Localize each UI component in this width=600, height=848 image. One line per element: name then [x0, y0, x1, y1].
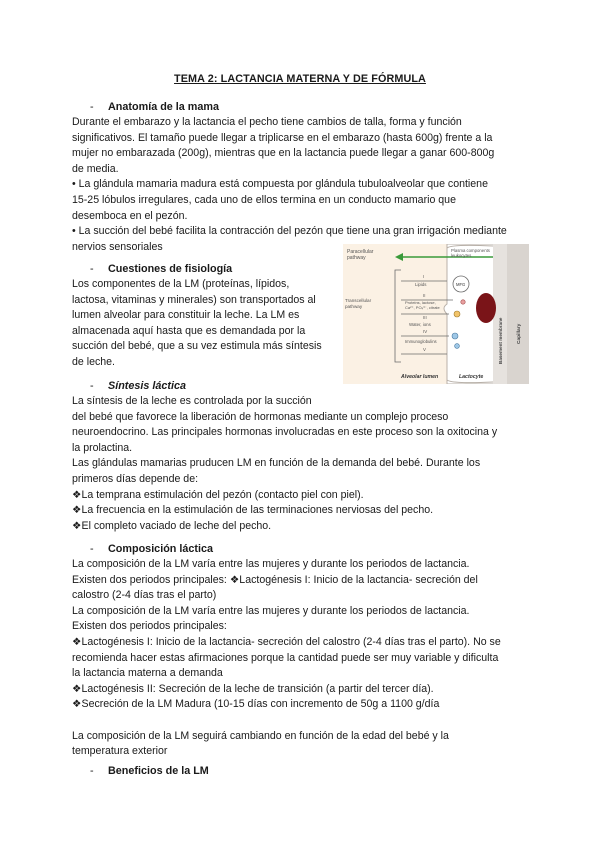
- label-roman-3: III: [423, 315, 427, 320]
- lactocyte-pathways-figure: [343, 244, 529, 384]
- label-roman-1: I: [423, 274, 425, 279]
- paragraph-line: 15-25 lóbulos irregulares, cada uno de ellos termina en un conducto mamario que: [72, 193, 456, 206]
- nucleus-shape: [476, 293, 496, 323]
- bullet-dash: -: [90, 263, 94, 275]
- label-transcellular: Transcellular pathway: [345, 298, 372, 309]
- label-roman-4: IV: [423, 329, 428, 334]
- bullet-dash: -: [90, 765, 94, 777]
- label-alveolar-lumen: Alveolar lumen: [401, 374, 439, 380]
- vesicle: [455, 344, 460, 349]
- paragraph-line: Las glándulas mamarias pruducen LM en función de la demanda del bebé. Durante los: [72, 457, 481, 470]
- label-water: Water, ions: [409, 322, 431, 327]
- blank-line: [72, 713, 530, 729]
- heading-text: Cuestiones de fisiología: [108, 263, 233, 275]
- paragraph-line: la lactancia materna a demanda: [72, 667, 223, 680]
- label-immunoglobulins: Immunoglobulins: [405, 339, 437, 344]
- document-title: TEMA 2: LACTANCIA MATERNA Y DE FÓRMULA: [174, 73, 426, 85]
- transcellular-bracket: [395, 270, 401, 362]
- paragraph-line: del bebé que favorece la liberación de hormonas mediante un complejo proceso: [72, 410, 449, 423]
- paragraph-line: temperatura exterior: [72, 745, 168, 758]
- vesicle: [461, 300, 465, 304]
- lactocyte-diagram: [343, 244, 529, 384]
- list-item: ❖Lactogénesis I: Inicio de la lactancia- secreción del calostro (2-4 días tras el parto). No se: [72, 635, 501, 648]
- paragraph-line: • La glándula mamaria madura está compuesta por glándula tubuloalveolar que contiene: [72, 178, 488, 191]
- heading-text: Composición láctica: [108, 543, 213, 555]
- label-proteins: Proteins, lactose, Ca²⁺, PO₄³⁻, citrate: [405, 300, 440, 310]
- label-paracellular: Paracellular pathway: [347, 249, 374, 261]
- list-item: ❖El completo vaciado de leche del pecho.: [72, 519, 272, 532]
- paragraph-line: primeros días depende de:: [72, 472, 199, 485]
- label-plasma: Plasma components leukocytes: [451, 248, 490, 258]
- section-heading-fisiologia: [90, 262, 232, 278]
- paragraph-line: La composición de la LM varía entre las mujeres y durante los periodos de lactancia.: [72, 604, 470, 617]
- list-item: ❖La frecuencia en la estimulación de las terminaciones nerviosas del pecho.: [72, 504, 434, 517]
- paragraph-line: de media.: [72, 162, 119, 175]
- paragraph-line: neuroendocrino. Las principales hormonas involucradas en este proceso son la oxitocina y: [72, 426, 498, 439]
- paragraph-line: La composición de la LM seguirá cambiando en función de la edad del bebé y la: [72, 729, 449, 742]
- list-item: ❖La temprana estimulación del pezón (contacto piel con piel).: [72, 488, 364, 501]
- list-item: ❖Lactogénesis II: Secreción de la leche de transición (a partir del tercer día).: [72, 682, 434, 695]
- heading-text: Anatomía de la mama: [108, 101, 220, 113]
- paragraph-line: Los componentes de la LM (proteínas, lípidos,: [72, 278, 290, 290]
- section-heading-sintesis: [90, 379, 186, 395]
- paragraph-line: la prolactina.: [72, 441, 133, 454]
- section-heading-beneficios: [90, 764, 209, 780]
- label-lipids: Lipids: [415, 282, 427, 287]
- section-heading-anatomia: [90, 100, 219, 116]
- paragraph-line: lactosa, vitaminas y minerales) son transportados al: [72, 293, 316, 306]
- paragraph-line: de leche.: [72, 355, 115, 368]
- heading-text: Beneficios de la LM: [108, 765, 209, 777]
- paragraph-line: La síntesis de la leche es controlada por la succión: [72, 395, 312, 407]
- label-roman-5: V: [423, 347, 426, 352]
- bullet-dash: -: [90, 380, 94, 392]
- label-basement-membrane: Basement membrane: [498, 317, 503, 364]
- paragraph-line: Durante el embarazo y la lactancia el pecho tiene cambios de talla, forma y función: [72, 116, 462, 128]
- label-lactocyte: Lactocyte: [459, 374, 484, 380]
- arrow-head: [395, 253, 403, 261]
- paragraph-line: La composición de la LM varía entre las mujeres y durante los periodos de lactancia.: [72, 558, 470, 570]
- paragraph-line: Existen dos periodos principales:: [72, 620, 227, 633]
- paragraph-line: • La succión del bebé facilita la contracción del pezón que tiene una gran irrigación mediante: [72, 225, 507, 238]
- section-body-sintesis: [72, 394, 530, 534]
- paragraph-line: recomienda hacer estas afirmaciones porque la cantidad puede ser muy variable y dificulta: [72, 651, 499, 664]
- section-body-anatomia: [72, 115, 530, 255]
- section-body-composicion: [72, 557, 530, 760]
- paragraph-line: almacenada aquí hasta que es demandada por la: [72, 324, 306, 337]
- paragraph-line: lumen alveolar para constituir la leche. La LM es: [72, 309, 300, 322]
- label-capillary: Capillary: [517, 323, 522, 344]
- list-item: ❖Secreción de la LM Madura (10-15 días con incremento de 50g a 1100 g/día: [72, 698, 440, 711]
- paragraph-line: desemboca en el pezón.: [72, 209, 188, 222]
- label-roman-2: II: [423, 293, 426, 298]
- paragraph-line: nervios sensoriales: [72, 240, 163, 253]
- heading-text: Síntesis láctica: [108, 380, 187, 392]
- bullet-dash: -: [90, 543, 94, 555]
- paragraph-line: mujer no embarazada (200g), mientras que en la lactancia puede llegar a ganar 600-800g: [72, 147, 495, 160]
- bullet-dash: -: [90, 101, 94, 113]
- paragraph-line: Existen dos periodos principales: ❖Lactogénesis I: Inicio de la lactancia- secreción del: [72, 573, 478, 586]
- paragraph-line: calostro (2-4 días tras el parto): [72, 589, 217, 602]
- capillary-band: [507, 244, 529, 384]
- paragraph-line: succión del bebé, que a su vez estimula más síntesis: [72, 340, 322, 353]
- section-body-fisiologia: [72, 277, 334, 371]
- label-mfg: MFG: [456, 282, 466, 287]
- vesicle: [452, 333, 458, 339]
- vesicle: [454, 311, 460, 317]
- paragraph-line: significativos. El tamaño puede llegar a triplicarse en el embarazo (hasta 600g) frente a la: [72, 131, 493, 144]
- section-heading-composicion: [90, 542, 213, 558]
